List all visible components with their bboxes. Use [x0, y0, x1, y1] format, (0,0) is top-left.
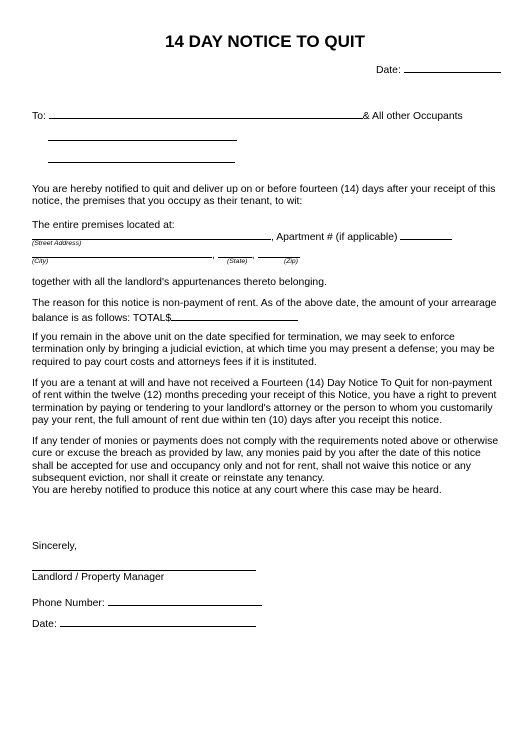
state-field[interactable] — [218, 247, 252, 258]
total-amount-field[interactable] — [171, 310, 298, 321]
signature-line[interactable] — [32, 570, 256, 571]
to-suffix: & All other Occupants — [362, 111, 463, 122]
phone-row — [32, 595, 262, 610]
tender-paragraph: If any tender of monies or payments does not comply with the requirements noted above or otherwise cure or excuse the breach as provided by law, any monies paid by you after the date of this notice shall be accepted for use and occupancy only and not for rent, shall not waive this notice or any subsequent eviction, nor shall it create or reinstate any tenancy. — [32, 436, 499, 484]
page-title: 14 DAY NOTICE TO QUIT — [165, 32, 365, 51]
sign-date-row — [32, 616, 256, 631]
date-row — [376, 62, 501, 77]
apartment-field[interactable] — [400, 229, 452, 240]
comma: , — [212, 250, 215, 261]
reason-text: The reason for this notice is non-payment of rent. As of the above date, the amount of your arrearage balance is as follows: TOTAL$ — [32, 298, 497, 325]
state-caption: (State) — [227, 258, 248, 265]
phone-label: Phone Number: — [32, 598, 105, 609]
street-caption: (Street Address) — [32, 240, 82, 247]
produce-paragraph: You are hereby notified to produce this notice at any court where this case may be heard. — [32, 485, 442, 496]
date-field[interactable] — [404, 62, 501, 73]
remain-paragraph: If you remain in the above unit on the date specified for termination, we may seek to enforce termination only by bringing a judicial eviction, at which time you may present a defense; you may be required to pay court costs and attorneys fees if it is instituted. — [32, 332, 495, 368]
sign-date-label: Date: — [32, 619, 57, 630]
street-address-field[interactable] — [32, 229, 271, 240]
city-field[interactable] — [32, 247, 212, 258]
tenant-at-will-paragraph: If you are a tenant at will and have not received a Fourteen (14) Day Notice To Quit for non-payment of rent within the twelve (12) months preceding your receipt of this Notice, you have a right to prevent termination by paying or tendering to your landlord's attorney or the person to whom you customarily pay your rent, the full amount of rent due within ten (10) days after you receipt this notice. — [32, 378, 497, 426]
premises-label: The entire premises located at: — [32, 220, 175, 231]
to-name-field[interactable] — [49, 108, 363, 119]
to-address-line-2[interactable] — [48, 162, 235, 163]
to-row — [32, 108, 463, 123]
date-label: Date: — [376, 65, 401, 76]
appurtenances-text: together with all the landlord's appurtenances thereto belonging. — [32, 277, 327, 288]
apartment-label: , Apartment # (if applicable) — [271, 232, 398, 243]
sincerely: Sincerely, — [32, 541, 77, 552]
zip-caption: (Zip) — [284, 258, 298, 265]
sign-date-field[interactable] — [60, 616, 256, 627]
zip-field[interactable] — [258, 247, 300, 258]
city-caption: (City) — [32, 258, 49, 265]
landlord-label: Landlord / Property Manager — [32, 572, 165, 583]
street-row — [32, 229, 452, 244]
to-address-line-1[interactable] — [48, 140, 237, 141]
comma: , — [251, 250, 255, 261]
notice-paragraph: You are hereby notified to quit and deliver up on or before fourteen (14) days after your receipt of this notice, the premises that you occupy as their tenant, to wit: — [32, 184, 496, 208]
phone-field[interactable] — [108, 595, 262, 606]
to-label: To: — [32, 111, 46, 122]
city-row — [32, 247, 300, 262]
reason-paragraph — [32, 298, 502, 326]
